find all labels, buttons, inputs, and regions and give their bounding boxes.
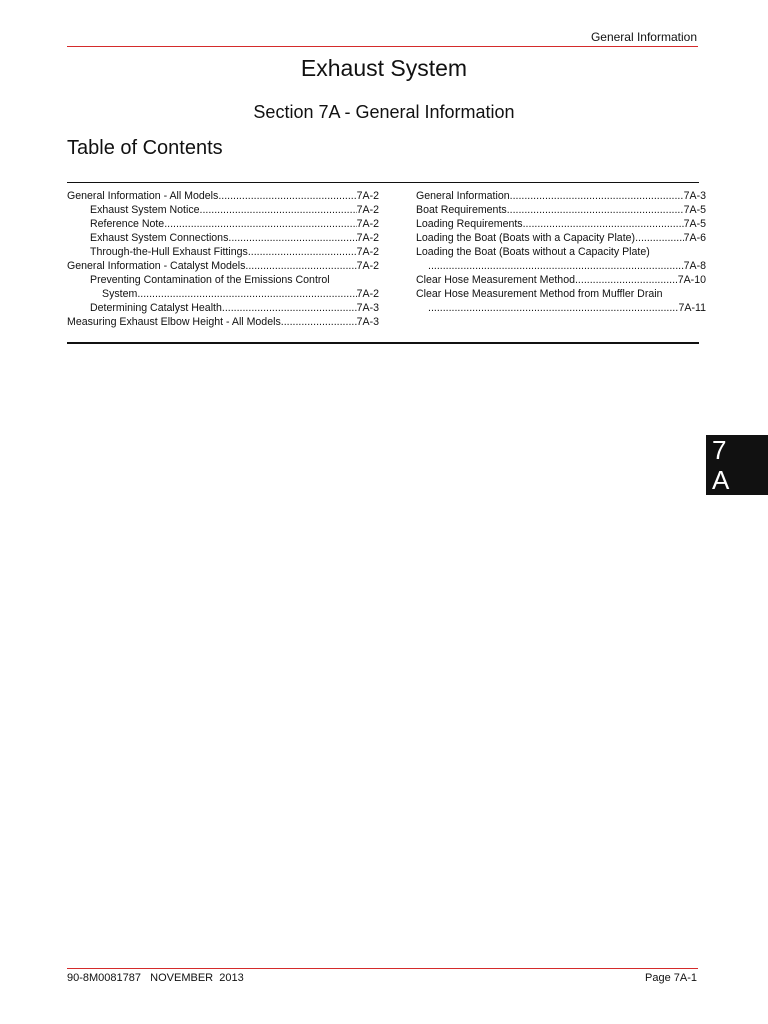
toc-heading: Table of Contents bbox=[67, 137, 223, 159]
running-header: General Information bbox=[590, 30, 697, 44]
toc-entry-continuation[interactable]: System ..... 7A-2 bbox=[67, 287, 379, 301]
document-title: Exhaust System bbox=[300, 55, 468, 81]
toc-entry[interactable]: Through-the-Hull Exhaust Fittings ..... 7A-2 bbox=[67, 245, 379, 259]
toc-entry[interactable]: Loading Requirements ..... 7A-5 bbox=[416, 217, 706, 231]
tab-letter: A bbox=[712, 465, 730, 495]
toc-entry[interactable]: General Information ..... 7A-3 bbox=[416, 189, 706, 203]
footer-doc-number: 90-8M0081787 NOVEMBER 2013 bbox=[67, 972, 244, 984]
toc-entry[interactable]: Reference Note ..... 7A-2 bbox=[67, 217, 379, 231]
toc-entry-continuation[interactable]: ..... 7A-8 bbox=[416, 259, 706, 273]
toc-entry[interactable]: Measuring Exhaust Elbow Height - All Models ..... 7A-3 bbox=[67, 315, 379, 329]
toc-entry[interactable]: Preventing Contamination of the Emissions Control bbox=[90, 274, 330, 286]
toc-right-column bbox=[416, 189, 706, 315]
toc-top-rule bbox=[67, 182, 699, 183]
tab-number: 7 bbox=[712, 435, 727, 465]
section-title: Section 7A - General Information bbox=[253, 102, 515, 122]
toc-entry[interactable]: Clear Hose Measurement Method ..... 7A-10 bbox=[416, 273, 706, 287]
footer-rule bbox=[67, 968, 698, 969]
toc-left-column bbox=[67, 189, 379, 329]
toc-entry[interactable]: Exhaust System Connections ..... 7A-2 bbox=[67, 231, 379, 245]
toc-bottom-rule bbox=[67, 342, 699, 344]
toc-entry[interactable]: General Information - Catalyst Models ..... 7A-2 bbox=[67, 259, 379, 273]
footer-page-number: Page 7A-1 bbox=[645, 972, 697, 984]
toc-entry[interactable]: Determining Catalyst Health ..... 7A-3 bbox=[67, 301, 379, 315]
toc-entry[interactable]: Clear Hose Measurement Method from Muffler Drain bbox=[416, 288, 663, 300]
toc-entry[interactable]: Loading the Boat (Boats without a Capacity Plate) bbox=[416, 246, 650, 258]
toc-entry[interactable]: Exhaust System Notice ..... 7A-2 bbox=[67, 203, 379, 217]
toc-entry[interactable]: Boat Requirements ..... 7A-5 bbox=[416, 203, 706, 217]
section-tab-marker bbox=[706, 435, 768, 495]
toc-entry-continuation[interactable]: ..... 7A-11 bbox=[416, 301, 706, 315]
toc-entry[interactable]: Loading the Boat (Boats with a Capacity Plate) ..... 7A-6 bbox=[416, 231, 706, 245]
toc-entry[interactable]: General Information - All Models ..... 7A-2 bbox=[67, 189, 379, 203]
header-rule bbox=[67, 46, 698, 47]
